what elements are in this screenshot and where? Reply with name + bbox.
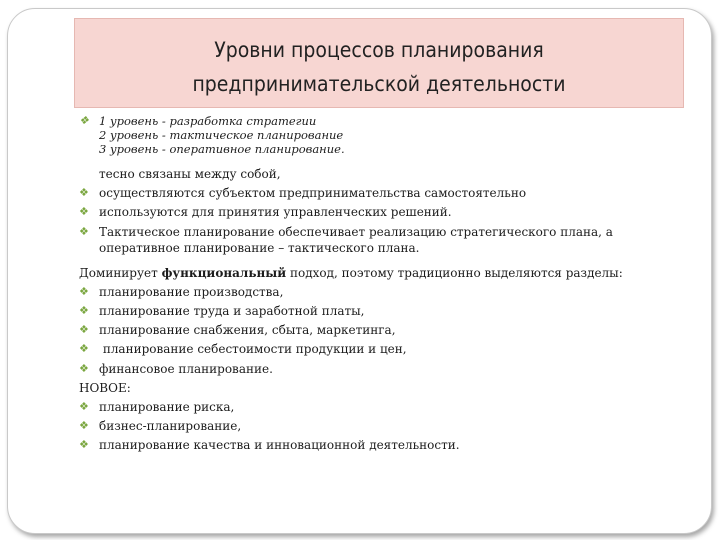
bullet-icon: ❖: [79, 323, 89, 337]
approach-bold: функциональный: [161, 265, 287, 280]
slide-title-line-2: предпринимательской деятельности: [192, 72, 566, 96]
bullet-icon: ❖: [79, 224, 89, 238]
bullet-icon: ❖: [79, 114, 89, 127]
property-item: ❖ осуществляются субъектом предпринимательства самостоятельно: [79, 186, 527, 201]
bullet-icon: ❖: [79, 205, 89, 219]
property-item: ❖ используются для принятия управленческих решений.: [79, 205, 452, 220]
bullet-icon: ❖: [79, 342, 89, 356]
bullet-icon: ❖: [79, 399, 89, 413]
slide-title-line-1: Уровни процессов планирования: [214, 38, 544, 62]
section-item: ❖ планирование снабжения, сбыта, маркетинга,: [79, 323, 396, 338]
section-item: ❖ планирование себестоимости продукции и цен,: [79, 342, 407, 357]
property-item: ❖ Тактическое планирование обеспечивает реализацию стратегического плана, а оперативное планирование – тактического плана.: [79, 224, 613, 255]
level-line: 1 уровень - разработка стратегии: [99, 114, 317, 128]
bullet-icon: ❖: [79, 438, 89, 452]
section-item: ❖ финансовое планирование.: [79, 361, 273, 376]
approach-text: Доминирует функциональный подход, поэтому традиционно выделяются разделы:: [79, 265, 623, 280]
bullet-icon: ❖: [79, 186, 89, 200]
bullet-icon: ❖: [79, 419, 89, 433]
new-item: ❖ планирование качества и инновационной деятельности.: [79, 438, 460, 453]
slide-content: [77, 114, 702, 456]
levels-block: [77, 114, 702, 156]
new-item: ❖ планирование риска,: [79, 399, 235, 414]
section-item: ❖ планирование производства,: [79, 284, 284, 299]
new-label: НОВОЕ:: [79, 380, 131, 395]
bullet-icon: ❖: [79, 361, 89, 375]
bullet-icon: ❖: [79, 284, 89, 298]
new-item: ❖ бизнес-планирование,: [79, 419, 242, 434]
level-line: 3 уровень - оперативное планирование.: [99, 142, 345, 156]
section-item: ❖ планирование труда и заработной платы,: [79, 303, 365, 318]
level-line: 2 уровень - тактическое планирование: [99, 128, 344, 142]
property-item: тесно связаны между собой,: [99, 167, 281, 181]
title-box: [74, 18, 684, 108]
bullet-icon: ❖: [79, 303, 89, 317]
